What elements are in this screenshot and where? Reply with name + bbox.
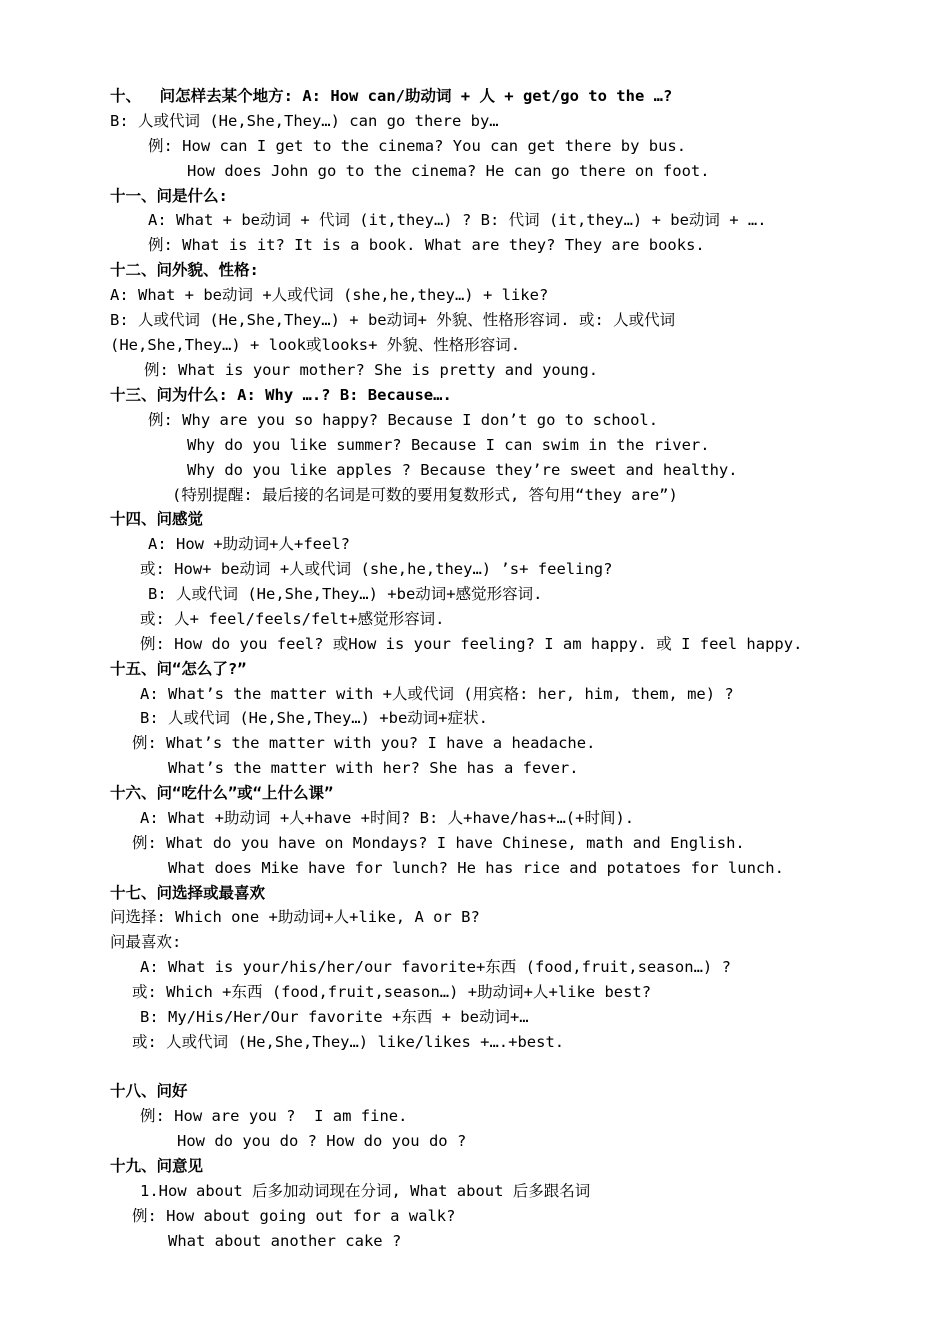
pattern-line: B: 人或代词 (He,She,They…) +be动词+症状. — [140, 709, 488, 727]
example-line: 例: How do you feel? 或How is your feeling? I am happy. 或 I feel happy. — [140, 635, 803, 653]
example-line: 例: What’s the matter with you? I have a headache. — [132, 734, 596, 752]
note-line: (特别提醒: 最后接的名词是可数的要用复数形式, 答句用“they are”) — [172, 486, 678, 504]
pattern-line: 或: Which +东西 (food,fruit,season…) +助动词+人+like best? — [132, 983, 652, 1001]
example-line: 例: What is it? It is a book. What are they? They are books. — [148, 236, 705, 254]
pattern-line: B: 人或代词 (He,She,They…) +be动词+感觉形容词. — [148, 585, 543, 603]
example-line: 例: How can I get to the cinema? You can get there by bus. — [148, 137, 687, 155]
example-line: 例: What is your mother? She is pretty and young. — [144, 361, 599, 379]
example-line: 例: How about going out for a walk? — [132, 1207, 456, 1225]
example-line: Why do you like apples ? Because they’re sweet and healthy. — [187, 461, 738, 479]
pattern-line: A: What + be动词 + 代词 (it,they…) ? B: 代词 (it,they…) + be动词 + …. — [148, 211, 767, 229]
section-heading-17: 十七、问选择或最喜欢 — [110, 884, 266, 902]
pattern-line: A: What +助动词 +人+have +时间? B: 人+have/has+…(+时间). — [140, 809, 635, 827]
pattern-line: A: What is your/his/her/our favorite+东西 (food,fruit,season…) ? — [140, 958, 731, 976]
pattern-line: (He,She,They…) + look或looks+ 外貌、性格形容词. — [110, 336, 521, 354]
example-line: 例: What do you have on Mondays? I have Chinese, math and English. — [132, 834, 745, 852]
example-line: 例: How are you ? I am fine. — [140, 1107, 408, 1125]
example-line: What’s the matter with her? She has a fever. — [168, 759, 579, 777]
section-heading-10: 十、 问怎样去某个地方: A: How can/助动词 + 人 + get/go to the …? — [110, 87, 673, 105]
pattern-line: A: What’s the matter with +人或代词 (用宾格: her, him, them, me) ? — [140, 685, 734, 703]
section-heading-14: 十四、问感觉 — [110, 510, 204, 528]
pattern-line: A: What + be动词 +人或代词 (she,he,they…) + like? — [110, 286, 549, 304]
section-heading-15: 十五、问“怎么了?” — [110, 660, 247, 678]
section-heading-11: 十一、问是什么: — [110, 187, 228, 205]
example-line: Why do you like summer? Because I can swim in the river. — [187, 436, 710, 454]
pattern-line: 或: 人或代词 (He,She,They…) like/likes +….+best. — [132, 1033, 565, 1051]
pattern-line: 问选择: Which one +助动词+人+like, A or B? — [110, 908, 480, 926]
example-line: What about another cake ? — [168, 1232, 402, 1250]
pattern-line: 1.How about 后多加动词现在分词, What about 后多跟名词 — [140, 1182, 591, 1200]
pattern-line: 或: 人+ feel/feels/felt+感觉形容词. — [140, 610, 445, 628]
pattern-line: 或: How+ be动词 +人或代词 (she,he,they…) ’s+ feeling? — [140, 560, 613, 578]
example-line: How does John go to the cinema? He can go there on foot. — [187, 162, 710, 180]
answer-line: B: 人或代词 (He,She,They…) can go there by… — [110, 112, 499, 130]
section-heading-13: 十三、问为什么: A: Why ….? B: Because…. — [110, 386, 452, 404]
pattern-line: B: 人或代词 (He,She,They…) + be动词+ 外貌、性格形容词. 或: 人或代词 — [110, 311, 676, 329]
section-heading-19: 十九、问意见 — [110, 1157, 204, 1175]
section-heading-16: 十六、问“吃什么”或“上什么课” — [110, 784, 334, 802]
example-line: What does Mike have for lunch? He has rice and potatoes for lunch. — [168, 859, 784, 877]
example-line: 例: Why are you so happy? Because I don’t go to school. — [148, 411, 659, 429]
example-line: How do you do ? How do you do ? — [177, 1132, 467, 1150]
pattern-line: A: How +助动词+人+feel? — [148, 535, 350, 553]
section-heading-12: 十二、问外貌、性格: — [110, 261, 259, 279]
pattern-line: 问最喜欢: — [110, 933, 182, 951]
section-heading-18: 十八、问好 — [110, 1082, 188, 1100]
pattern-line: B: My/His/Her/Our favorite +东西 + be动词+… — [140, 1008, 529, 1026]
